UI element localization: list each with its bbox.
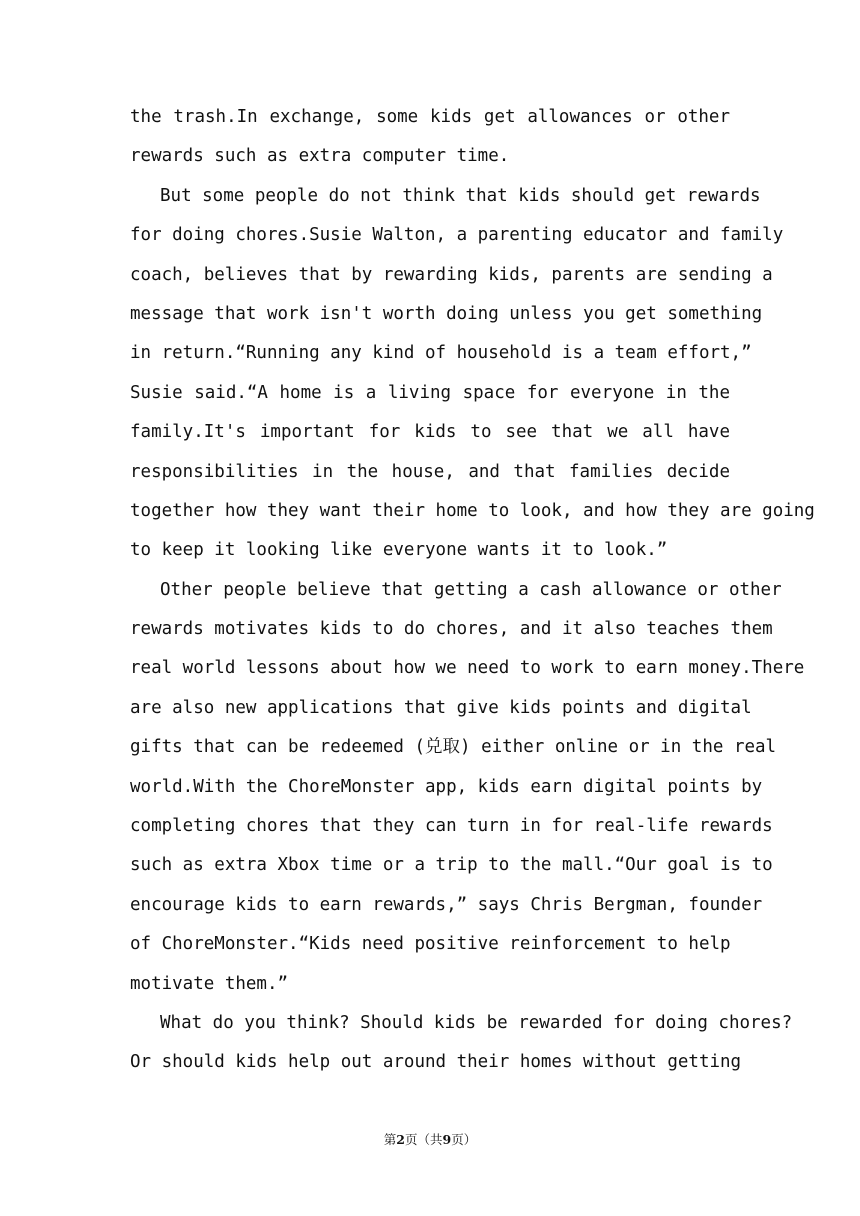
paragraph-choremonster — [130, 571, 805, 1004]
paragraph-intro-end — [130, 98, 730, 177]
text-line: family.It's important for kids to see that we all have — [130, 422, 730, 443]
paragraph-question — [130, 1004, 793, 1083]
text-line: rewards motivates kids to do chores, and it also teaches them — [130, 619, 773, 640]
text-line: world.With the ChoreMonster app, kids earn digital points by — [130, 776, 763, 797]
text-line: gifts that can be redeemed (兑取) either online or in the real — [130, 737, 777, 758]
text-line: of ChoreMonster.“Kids need positive reinforcement to help — [130, 934, 731, 955]
text-line: message that work isn't worth doing unless you get something — [130, 303, 763, 324]
text-line: Or should kids help out around their homes without getting — [130, 1052, 742, 1073]
document-body — [130, 98, 815, 1083]
page-footer — [0, 1130, 860, 1148]
text-line: to keep it looking like everyone wants it to look.” — [130, 540, 668, 561]
text-line: in return.“Running any kind of household is a team effort,” — [130, 343, 752, 364]
text-line: What do you think? Should kids be rewarded for doing chores? — [160, 1012, 793, 1033]
text-line: Other people believe that getting a cash allowance or other — [160, 579, 782, 600]
footer-total-pages: 9 — [442, 1132, 452, 1147]
footer-suffix: 页） — [451, 1132, 477, 1147]
paragraph-susie-walton — [130, 177, 815, 571]
text-line: encourage kids to earn rewards,” says Chris Bergman, founder — [130, 894, 763, 915]
footer-middle: 页（共 — [404, 1132, 443, 1147]
text-line: completing chores that they can turn in for real-life rewards — [130, 816, 773, 837]
text-line: responsibilities in the house, and that families decide — [130, 461, 730, 482]
text-line: But some people do not think that kids should get rewards — [160, 185, 761, 206]
text-line: motivate them.” — [130, 973, 289, 994]
footer-prefix: 第 — [383, 1132, 397, 1147]
text-line: for doing chores.Susie Walton, a parenting educator and family — [130, 225, 784, 246]
text-line: together how they want their home to look, and how they are going — [130, 500, 815, 521]
footer-page-number: 2 — [396, 1132, 405, 1147]
text-line: coach, believes that by rewarding kids, parents are sending a — [130, 264, 773, 285]
text-line: real world lessons about how we need to work to earn money.There — [130, 658, 805, 679]
text-line: are also new applications that give kids points and digital — [130, 697, 752, 718]
text-line: Susie said.“A home is a living space for everyone in the — [130, 382, 730, 403]
text-line: rewards such as extra computer time. — [130, 146, 510, 167]
text-line: the trash.In exchange, some kids get allowances or other — [130, 107, 730, 127]
text-line: such as extra Xbox time or a trip to the mall.“Our goal is to — [130, 855, 773, 876]
